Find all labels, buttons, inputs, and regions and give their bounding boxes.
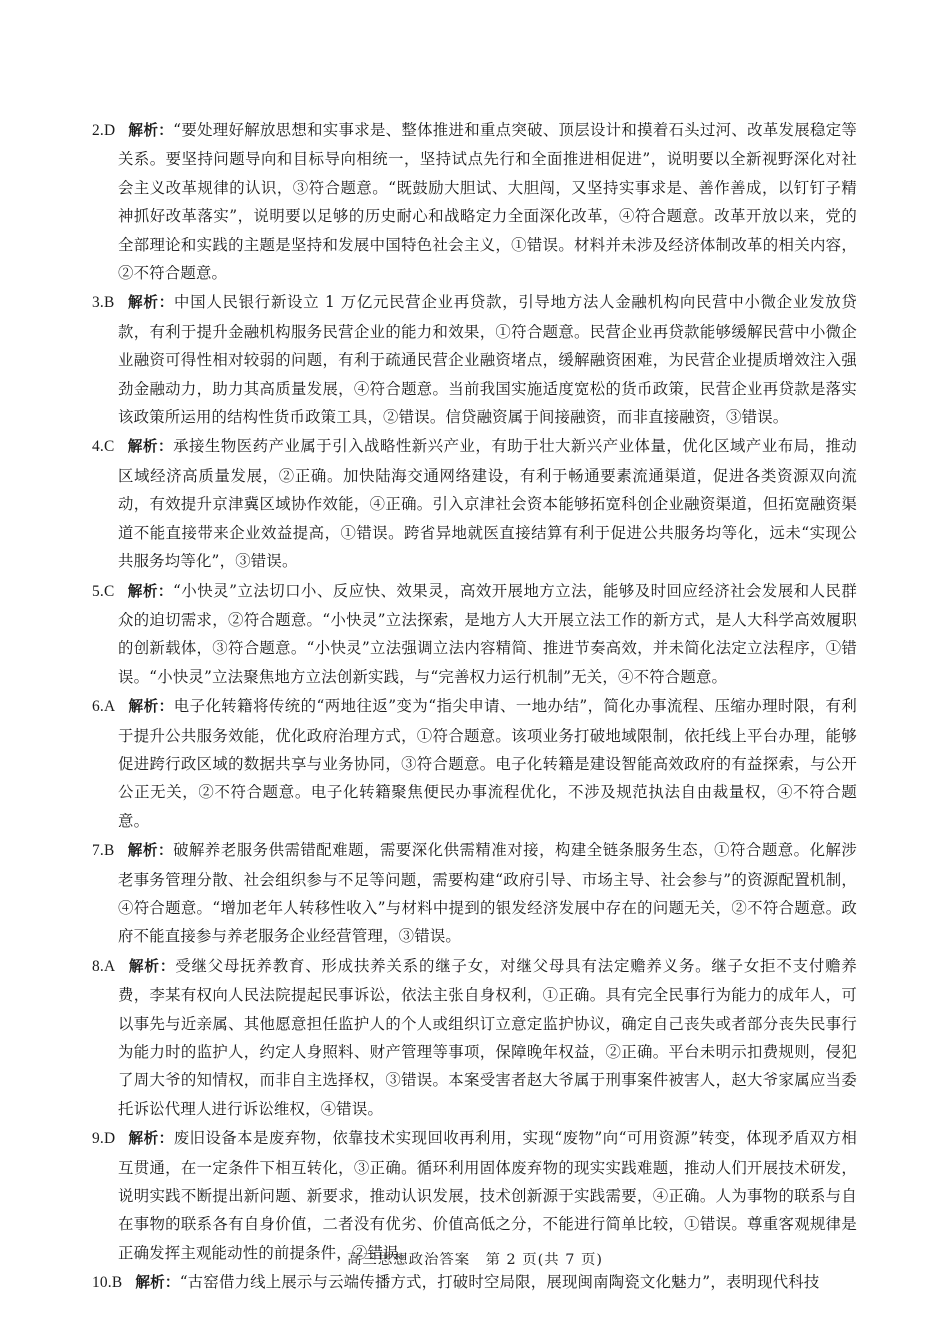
item-number: 9. bbox=[92, 1130, 104, 1148]
item-number: 6. bbox=[92, 698, 104, 716]
answer-item-5 bbox=[92, 577, 857, 692]
page-footer: 高三思想政治答案 第 2 页(共 7 页) bbox=[347, 1252, 603, 1268]
answer-list bbox=[92, 116, 857, 1299]
item-answer: B bbox=[111, 1274, 123, 1292]
analysis-label: 解析： bbox=[127, 842, 174, 860]
analysis-text: 承接生物医药产业属于引入战略性新兴产业，有助于壮大新兴产业体量，优化区域产业布局，推动区域经济高质量发展，②正确。加快陆海交通网络建设，有利于畅通要素流通渠道，促进各类资源双向流动，有效提升京津冀区域协作效能，④正确。引入京津社会资本能够拓宽科创企业融资渠道，但拓宽融资渠道不能直接带来企业效益提高，①错误。跨省异地就医直接结算有利于促进公共服务均等化，远未“实现公共服务均等化”，③错误。 bbox=[118, 437, 857, 571]
answer-item-10 bbox=[92, 1268, 857, 1297]
analysis-label: 解析： bbox=[128, 122, 174, 139]
item-answer: C bbox=[103, 438, 115, 456]
analysis-label: 解析： bbox=[128, 957, 176, 975]
analysis-label: 解析： bbox=[127, 294, 175, 312]
item-number: 4. bbox=[92, 438, 104, 456]
answer-item-4 bbox=[92, 432, 857, 575]
item-number: 8. bbox=[92, 957, 104, 975]
item-answer: C bbox=[103, 582, 115, 600]
item-answer: B bbox=[103, 294, 115, 312]
analysis-label: 解析： bbox=[127, 438, 174, 456]
analysis-text: 中国人民银行新设立 1 万亿元民营企业再贷款，引导地方法人金融机构向民营中小微企业发放贷款，有利于提升金融机构服务民营企业的能力和效果，①符合题意。民营企业再贷款能够缓解民营中小微企业融资可得性相对较弱的问题，有利于疏通民营企业融资堵点，缓解融资困难，为民营企业提质增效注入强劲金融动力，助力其高质量发展，④符合题意。当前我国实施适度宽松的货币政策，民营企业再贷款是落实该政策所运用的结构性货币政策工具，②错误。信贷融资属于间接融资，而非直接融资，③错误。 bbox=[118, 293, 857, 427]
answer-item-8 bbox=[92, 952, 857, 1123]
analysis-text: 破解养老服务供需错配难题，需要深化供需精准对接，构建全链条服务生态，①符合题意。化解涉老事务管理分散、社会组织参与不足等问题，需要构建“政府引导、市场主导、社会参与”的资源配置机制，④符合题意。“增加老年人转移性收入”与材料中提到的银发经济发展中存在的问题无关，②不符合题意。政府不能直接参与养老服务企业经营管理，③错误。 bbox=[118, 841, 857, 946]
analysis-text: 受继父母抚养教育、形成扶养关系的继子女，对继父母具有法定赡养义务。继子女拒不支付赡养费，李某有权向人民法院提起民事诉讼，依法主张自身权利，①正确。具有完全民事行为能力的成年人，可以事先与近亲属、其他愿意担任监护人的个人或组织订立意定监护协议，确定自己丧失或者部分丧失民事行为能力时的监护人，约定人身照料、财产管理等事项，保障晚年权益，②正确。平台未明示扣费规则，侵犯了周大爷的知情权，而非自主选择权，③错误。本案受害者赵大爷属于刑事案件被害人，赵大爷家属应当委托诉讼代理人进行诉讼维权，④错误。 bbox=[118, 956, 857, 1118]
item-number: 5. bbox=[92, 582, 104, 600]
item-number: 2. bbox=[92, 122, 104, 139]
answer-item-6 bbox=[92, 692, 857, 835]
item-number: 3. bbox=[92, 294, 104, 312]
analysis-label: 解析： bbox=[128, 1130, 174, 1148]
item-answer: D bbox=[103, 1130, 116, 1148]
item-number: 7. bbox=[92, 842, 104, 860]
answer-item-7 bbox=[92, 836, 857, 951]
answer-item-3 bbox=[92, 288, 857, 431]
analysis-text: 废旧设备本是废弃物，依靠技术实现回收再利用，实现“废物”向“可用资源”转变，体现矛盾双方相互贯通，在一定条件下相互转化，③正确。循环利用固体废弃物的现实实践难题，推动人们开展技术研发，说明实践不断提出新问题、新要求，推动认识发展，技术创新源于实践需要，④正确。人为事物的联系与自在事物的联系各有自身价值，二者没有优劣、价值高低之分，不能进行简单比较，①错误。尊重客观规律是正确发挥主观能动性的前提条件，②错误。 bbox=[118, 1129, 857, 1262]
analysis-text: “古窑借力线上展示与云端传播方式，打破时空局限，展现闽南陶瓷文化魅力”，表明现代科技 bbox=[179, 1273, 820, 1292]
item-number: 10. bbox=[92, 1274, 112, 1292]
answer-item-9 bbox=[92, 1124, 857, 1267]
analysis-text: “小快灵”立法切口小、反应快、效果灵，高效开展地方立法，能够及时回应经济社会发展和人民群众的迫切需求，②符合题意。“小快灵”立法探索，是地方人大开展立法工作的新方式，是人大科学高效履职的创新载体，③符合题意。“小快灵”立法强调立法内容精简、推进节奏高效，并未简化法定立法程序，①错误。“小快灵”立法聚焦地方立法创新实践，与“完善权力运行机制”无关，④不符合题意。 bbox=[118, 581, 857, 686]
analysis-label: 解析： bbox=[127, 582, 174, 600]
item-answer: A bbox=[103, 957, 116, 975]
item-answer: A bbox=[103, 698, 116, 716]
analysis-label: 解析： bbox=[135, 1274, 180, 1292]
item-answer: B bbox=[103, 842, 115, 860]
answer-item-2 bbox=[92, 116, 857, 287]
analysis-text: “要处理好解放思想和实事求是、整体推进和重点突破、顶层设计和摸着石头过河、改革发展稳定等关系。要坚持问题导向和目标导向相统一，坚持试点先行和全面推进相促进”，说明要以全新视野深化对社会主义改革规律的认识，③符合题意。“既鼓励大胆试、大胆闯，又坚持实事求是、善作善成，以钉钉子精神抓好改革落实”，说明要以足够的历史耐心和战略定力全面深化改革，④符合题意。改革开放以来，党的全部理论和实践的主题是坚持和发展中国特色社会主义，①错误。材料并未涉及经济体制改革的相关内容，②不符合题意。 bbox=[118, 121, 857, 283]
item-answer: D bbox=[103, 122, 116, 139]
analysis-label: 解析： bbox=[128, 698, 174, 716]
analysis-text: 电子化转籍将传统的“两地往返”变为“指尖申请、一地办结”，简化办事流程、压缩办理时限，有利于提升公共服务效能，优化政府治理方式，①符合题意。该项业务打破地域限制，依托线上平台办理，能够促进跨行政区域的数据共享与业务协同，③符合题意。电子化转籍是建设智能高效政府的有益探索，与公开公正无关，②不符合题意。电子化转籍聚焦便民办事流程优化，不涉及规范执法自由裁量权，④不符合题意。 bbox=[118, 697, 857, 830]
